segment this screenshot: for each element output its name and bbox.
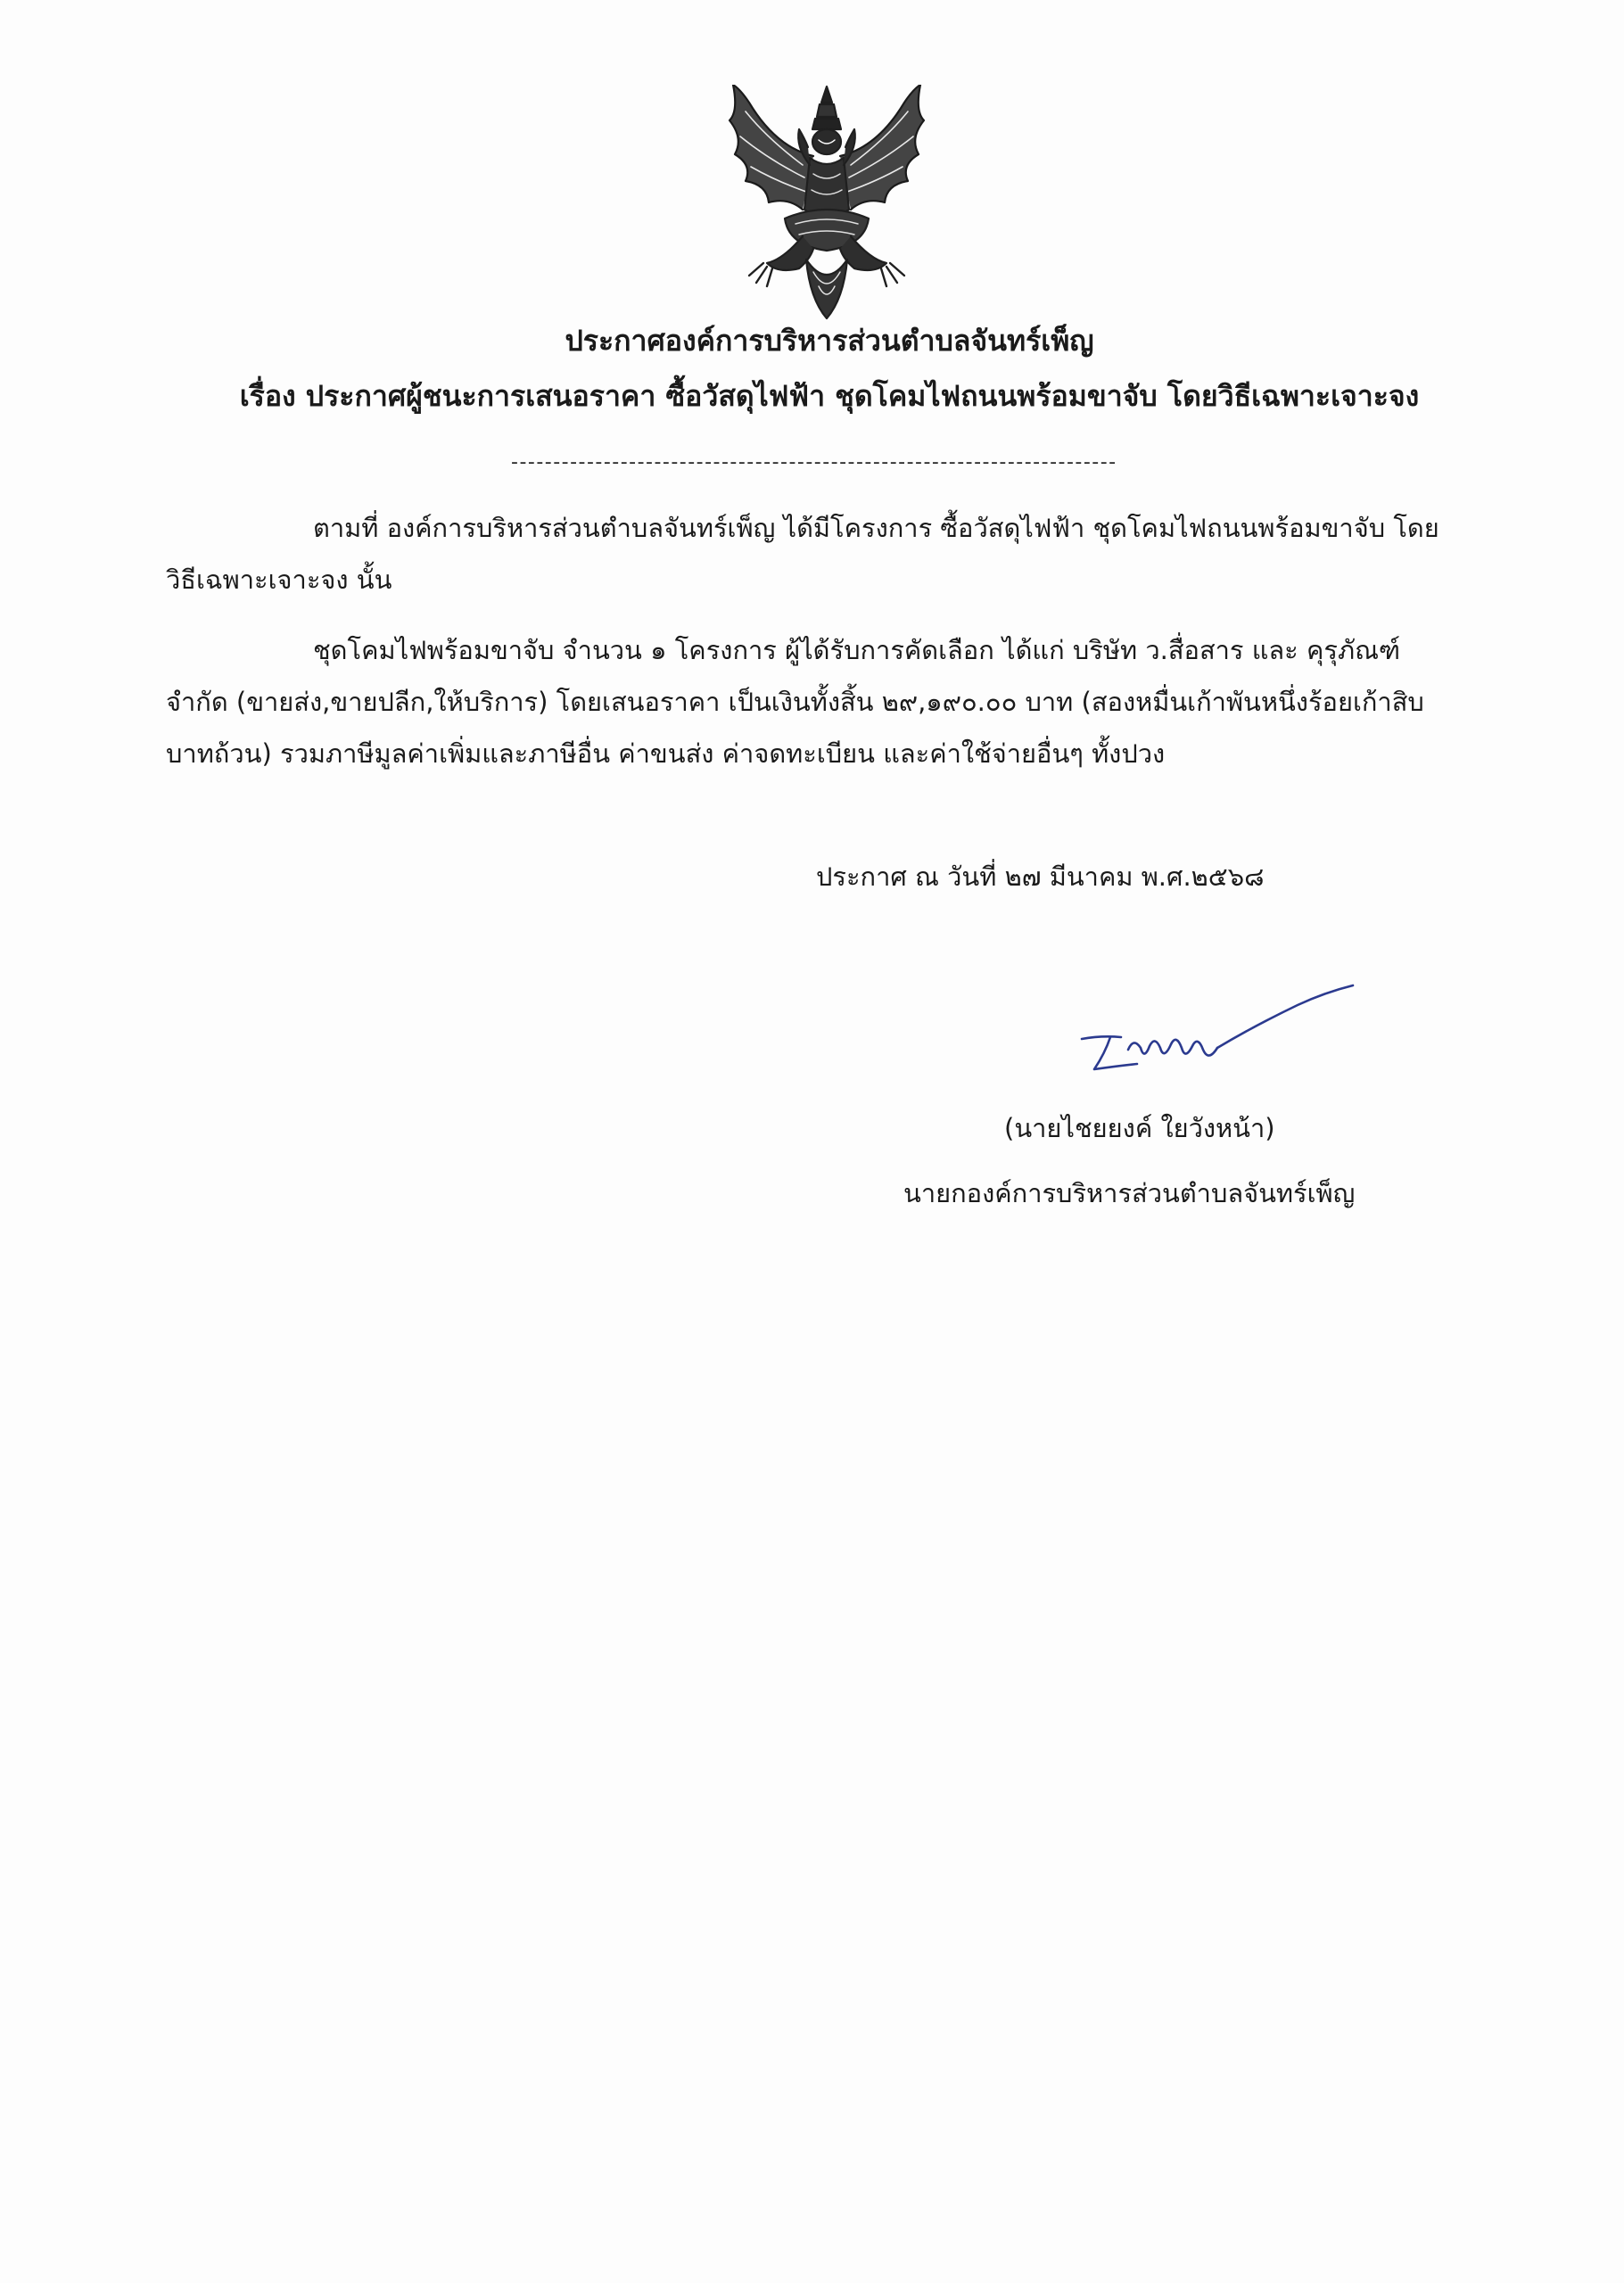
title-divider: ------------------------------------------------------------------------ bbox=[511, 451, 1117, 474]
handwritten-signature-icon bbox=[1075, 984, 1360, 1082]
paragraph-winner-line-1: ชุดโคมไฟพร้อมขาจับ จำนวน ๑ โครงการ ผู้ได้รับการคัดเลือก ได้แก่ บริษัท ว.สื่อสาร และ คุรุภัณฑ์ bbox=[313, 635, 1401, 665]
signer-name: (นายไชยยงค์ ใยวังหน้า) bbox=[1004, 1113, 1275, 1143]
garuda-emblem-icon bbox=[713, 85, 941, 321]
paragraph-project-line-2: วิธีเฉพาะเจาะจง นั้น bbox=[166, 565, 392, 595]
paragraph-winner-line-3: บาทถ้วน) รวมภาษีมูลค่าเพิ่มและภาษีอื่น ค่าขนส่ง ค่าจดทะเบียน และค่าใช้จ่ายอื่นๆ ทั้งปวง bbox=[166, 738, 1166, 769]
announcement-date: ประกาศ ณ วันที่ ๒๗ มีนาคม พ.ศ.๒๕๖๘ bbox=[816, 861, 1265, 892]
signer-title: นายกองค์การบริหารส่วนตำบลจันทร์เพ็ญ bbox=[903, 1178, 1356, 1208]
paragraph-project-line-1: ตามที่ องค์การบริหารส่วนตำบลจันทร์เพ็ญ ได้มีโครงการ ซื้อวัสดุไฟฟ้า ชุดโคมไฟถนนพร้อมขาจับ โดย bbox=[313, 513, 1439, 543]
document-header bbox=[161, 323, 1498, 415]
paragraph-winner bbox=[166, 624, 1477, 779]
paragraph-winner-line-2: จำกัด (ขายส่ง,ขายปลีก,ให้บริการ) โดยเสนอราคา เป็นเงินทั้งสิ้น ๒๙,๑๙๐.๐๐ บาท (สองหมื่นเก้าพันหนึ่งร้อยเก้าสิบ bbox=[166, 687, 1424, 717]
document-subject: เรื่อง ประกาศผู้ชนะการเสนอราคา ซื้อวัสดุไฟฟ้า ชุดโคมไฟถนนพร้อมขาจับ โดยวิธีเฉพาะเจาะจง bbox=[239, 378, 1420, 413]
document-title: ประกาศองค์การบริหารส่วนตำบลจันทร์เพ็ญ bbox=[565, 324, 1094, 358]
paragraph-project bbox=[166, 502, 1477, 606]
